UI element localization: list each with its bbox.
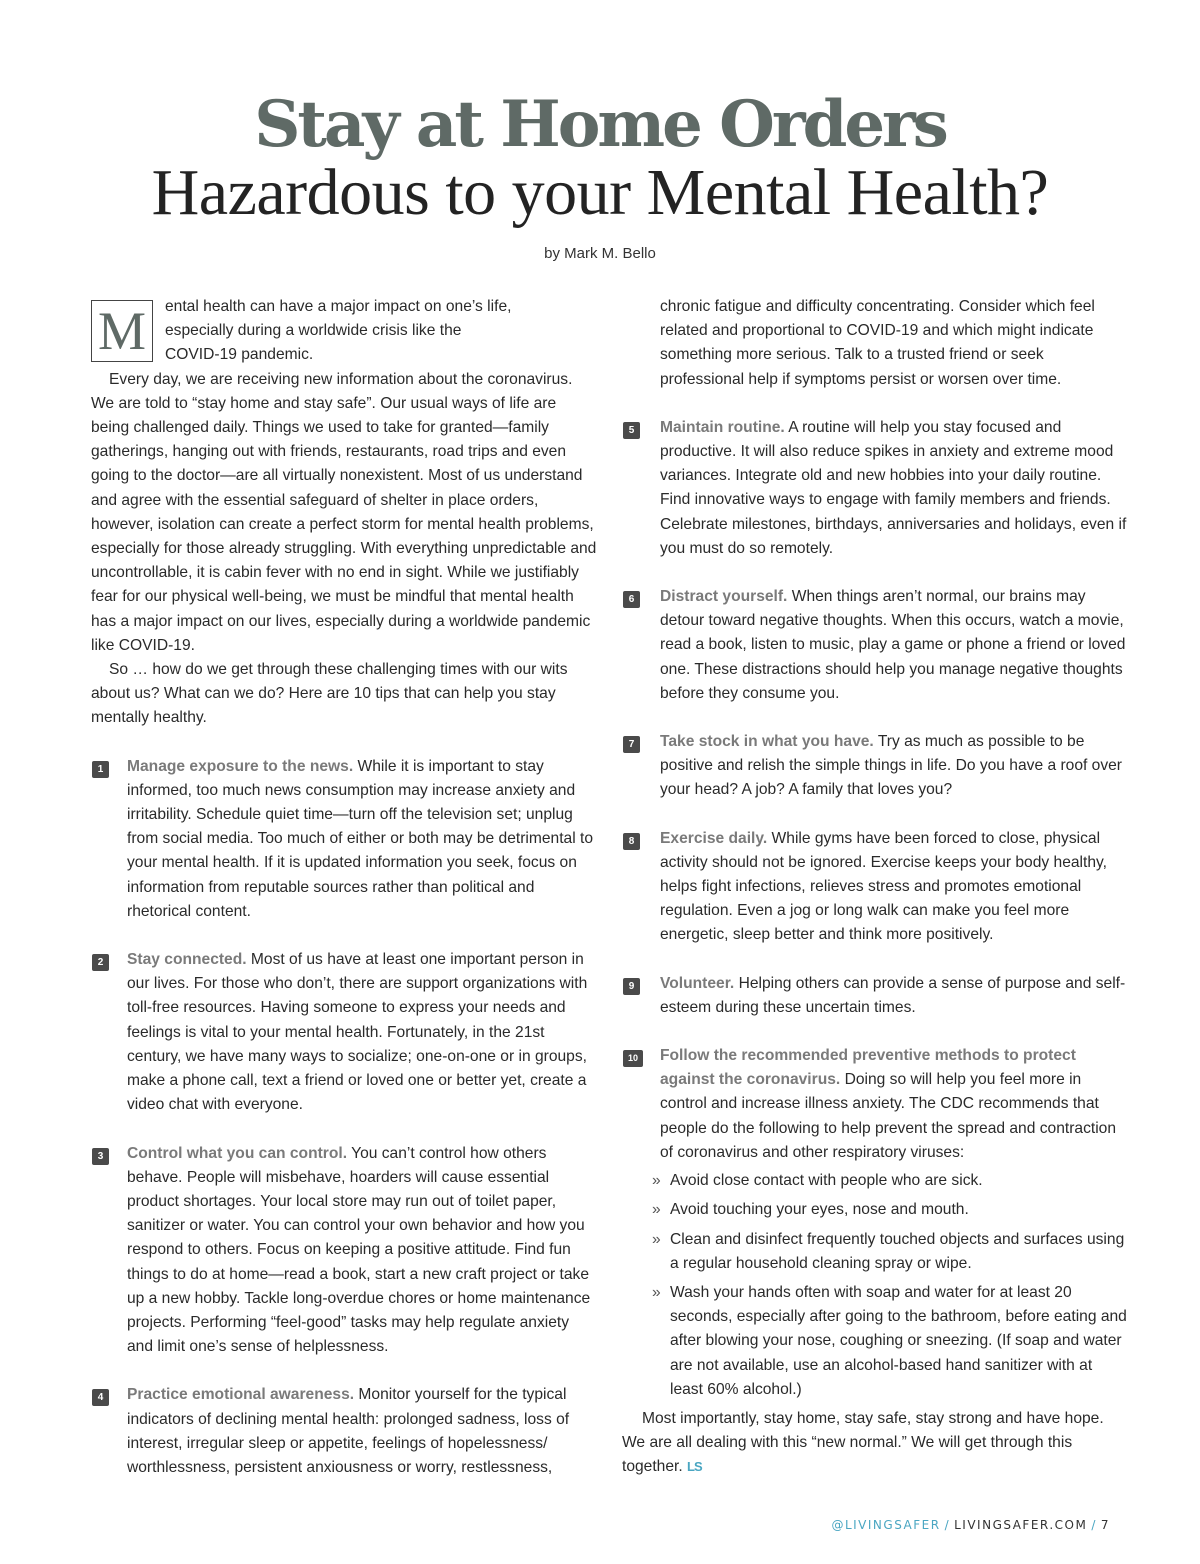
footer <box>831 1518 1110 1532</box>
tip-body: A routine will help you stay focused and productive. It will also reduce spikes in anxiety and extreme mood variances. Integrate old and new hobbies into your daily routine. Find innovative ways to engage with family members and friends. Celebrate milestones, birthdays, anniversaries and holidays, even if you must do so remotely. <box>660 418 1127 557</box>
bullet-mark: » <box>652 1283 661 1301</box>
tip-number-badge: 5 <box>623 422 640 439</box>
tip-body: While gyms have been forced to close, physical activity should not be ignored. Exercise keeps your body healthy, helps fight infections, relieves stress and promotes emotional regulation. Even a jog or long walk can make you feel more energetic, sleep better and think more positively. <box>660 829 1107 944</box>
tip-heading: Maintain routine. <box>660 418 785 436</box>
tip-item <box>91 948 597 1117</box>
tip-number-badge: 10 <box>623 1050 643 1067</box>
tip-number-badge: 6 <box>623 591 640 608</box>
bullet-mark: » <box>652 1201 661 1219</box>
intro-line: ental health can have a major impact on one’s life, <box>165 298 512 315</box>
tip-heading: Distract yourself. <box>660 588 788 606</box>
bullet-mark: » <box>652 1230 661 1248</box>
tip-item <box>91 1383 597 1480</box>
body-paragraph: So … how do we get through these challenging times with our wits about us? What can we do? Here are 10 tips that can help you stay mentally healthy. <box>91 661 568 727</box>
social-handle: @LIVINGSAFER <box>831 1518 941 1532</box>
tip-item <box>622 1044 1128 1165</box>
tip-number-badge: 1 <box>92 761 109 778</box>
tip-number-badge: 3 <box>92 1148 109 1165</box>
tip-heading: Volunteer. <box>660 974 735 992</box>
tip-heading: Practice emotional awareness. <box>127 1386 355 1404</box>
intro-line: COVID-19 pandemic. <box>165 346 314 364</box>
website: LIVINGSAFER.COM <box>954 1518 1088 1532</box>
tip-body: Most of us have at least one important person in our lives. For those who don’t, there are support organizations with toll-free resources. Having someone to express your needs and feelings is vital to your mental health. Fortunately, in the 21st century, we have many ways to socialize; one-on-one or in groups, make a phone call, text a friend or loved one or better yet, create a video chat with everyone. <box>127 951 588 1114</box>
footer-separator: / <box>1091 1518 1097 1532</box>
list-item-text: Avoid touching your eyes, nose and mouth. <box>670 1201 969 1219</box>
tip-item <box>622 827 1128 948</box>
tip-heading: Control what you can control. <box>127 1144 348 1162</box>
body-paragraph: Every day, we are receiving new information about the coronavirus. We are told to “stay home and stay safe”. Our usual ways of life are being challenged daily. Things we used to take for granted—family gatherings, hanging out with friends, restaurants, road trips and even going to the doctor—are all virtually nonexistent. Most of us understand and agree with the essential safeguard of shelter in place orders, however, isolation can create a perfect storm for mental health problems, especially for those already struggling. With everything unpredictable and uncontrollable, it is cabin fever with no end in sight. While we justifiably fear for our physical well-being, we must be mindful that mental health has a major impact on our lives, especially during a worldwide pandemic like COVID-19. <box>91 370 597 654</box>
title-line-2: Hazardous to your Mental Health? <box>151 156 1049 229</box>
tip-number-badge: 8 <box>623 833 640 850</box>
tip-heading: Exercise daily. <box>660 829 768 847</box>
tip-item <box>622 585 1128 706</box>
tip-item <box>91 755 597 924</box>
dropcap: M <box>91 300 153 362</box>
ls-logo-icon: LS <box>687 1459 702 1475</box>
tip-body: You can’t control how others behave. People will misbehave, hoarders will cause essential product shortages. Your local store may run out of toilet paper, sanitizer or water. You can control your own behavior and how you respond to others. Focus on keeping a positive attitude. Find fun things to do at home—read a book, start a new craft project or take up a new hobby. Tackle long-overdue chores or home maintenance projects. Performing “feel-good” tasks may help regulate anxiety and limit one’s sense of helplessness. <box>127 1144 591 1356</box>
tip-body: Monitor yourself for the typical indicators of declining mental health: prolonged sadness, loss of interest, irregular sleep or appetite, feelings of hopelessness/ worthlessness, persistent anxiousness or worry, restlessness, <box>127 1386 570 1476</box>
right-column <box>622 295 1128 1480</box>
byline: by Mark M. Bello <box>544 245 656 262</box>
tip-number-badge: 4 <box>92 1389 109 1406</box>
tip-body: Helping others can provide a sense of purpose and self-esteem during these uncertain times. <box>660 974 1126 1016</box>
tip-body: While it is important to stay informed, too much news consumption may increase anxiety and irritability. Schedule quiet time—turn off the television set; unplug from social media. Too much of either or both may be detrimental to your mental health. If it is updated information you seek, focus on information from reputable sources rather than political and rhetorical content. <box>127 757 594 920</box>
closing-text: Most importantly, stay home, stay safe, stay strong and have hope. We are all dealing with this “new normal.” We will get through this together. <box>622 1409 1104 1476</box>
page-number: 7 <box>1100 1518 1110 1532</box>
tip-item <box>91 1142 597 1360</box>
closing-paragraph <box>622 1407 1128 1480</box>
tip-heading: Manage exposure to the news. <box>127 757 354 775</box>
prevention-list <box>622 1169 1128 1402</box>
left-column <box>91 295 597 1480</box>
tip-number-badge: 9 <box>623 978 640 995</box>
tip-item <box>622 972 1128 1020</box>
intro <box>91 295 597 368</box>
tip-body: Try as much as possible to be positive and relish the simple things in life. Do you have a roof over your head? A job? A family that loves you? <box>660 733 1122 799</box>
list-item <box>652 1281 1128 1402</box>
tip-item <box>622 730 1128 803</box>
tip-heading: Take stock in what you have. <box>660 733 874 751</box>
tip-heading: Follow the recommended preventive methods to protect against the coronavirus. <box>660 1047 1076 1089</box>
tip-number-badge: 7 <box>623 736 640 753</box>
intro-line: especially during a worldwide crisis like the <box>165 322 462 340</box>
list-item-text: Avoid close contact with people who are sick. <box>670 1172 983 1190</box>
title-line-1: Stay at Home Orders <box>254 87 946 162</box>
list-item <box>652 1198 1128 1222</box>
tip-heading: Stay connected. <box>127 951 247 969</box>
tip-item <box>622 416 1128 561</box>
list-item-text: Wash your hands often with soap and water for at least 20 seconds, especially after going to the bathroom, before eating and after blowing your nose, coughing or sneezing. (If soap and water are not available, use an alcohol-based hand sanitizer with at least 60% alcohol.) <box>670 1283 1127 1398</box>
tip-body: Doing so will help you feel more in control and increase illness anxiety. The CDC recommends that people do the following to help prevent the spread and contraction of coronavirus and other respiratory viruses: <box>660 1071 1117 1161</box>
bullet-mark: » <box>652 1172 661 1190</box>
list-item-text: Clean and disinfect frequently touched objects and surfaces using a regular household cleaning spray or wipe. <box>670 1230 1125 1272</box>
footer-separator: / <box>944 1518 951 1532</box>
tip-number-badge: 2 <box>92 954 109 971</box>
list-item <box>652 1169 1128 1193</box>
tip-body: When things aren’t normal, our brains may detour toward negative thoughts. When this occurs, watch a movie, read a book, listen to music, play a game or phone a friend or loved one. These distractions should help you manage negative thoughts before they consume you. <box>660 588 1126 702</box>
tip-continued: chronic fatigue and difficulty concentrating. Consider which feel related and proportional to COVID-19 and which might indicate something more serious. Talk to a trusted friend or seek professional help if symptoms persist or worsen over time. <box>660 298 1095 388</box>
list-item <box>652 1228 1128 1276</box>
